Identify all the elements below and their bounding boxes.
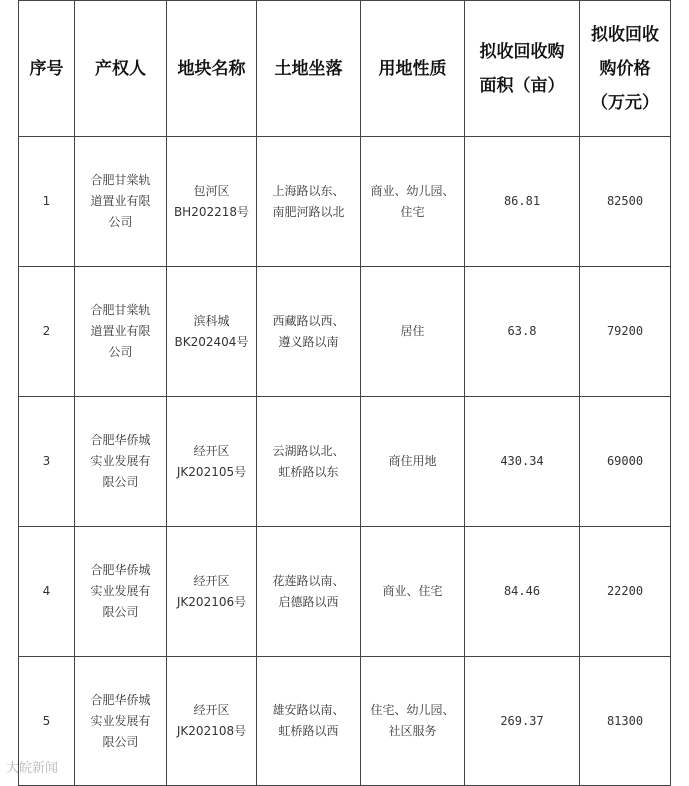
header-row <box>19 1 671 137</box>
cell-parcel: 经开区 JK202108号 <box>167 657 257 786</box>
cell-no: 1 <box>19 137 75 267</box>
cell-no: 4 <box>19 527 75 657</box>
cell-parcel: 滨科城 BK202404号 <box>167 267 257 397</box>
header-land-use: 用地性质 <box>361 1 465 137</box>
cell-price: 79200 <box>580 267 671 397</box>
cell-location: 云湖路以北、 虹桥路以东 <box>257 397 361 527</box>
land-buyback-table <box>18 0 671 786</box>
cell-parcel: 经开区 JK202105号 <box>167 397 257 527</box>
header-area: 拟收回收购 面积（亩） <box>465 1 580 137</box>
cell-parcel: 包河区 BH202218号 <box>167 137 257 267</box>
header-price: 拟收回收 购价格 （万元） <box>580 1 671 137</box>
cell-price: 22200 <box>580 527 671 657</box>
cell-land-use: 商住用地 <box>361 397 465 527</box>
cell-no: 3 <box>19 397 75 527</box>
cell-land-use: 商业、幼儿园、 住宅 <box>361 137 465 267</box>
cell-location: 上海路以东、 南肥河路以北 <box>257 137 361 267</box>
header-parcel: 地块名称 <box>167 1 257 137</box>
cell-price: 69000 <box>580 397 671 527</box>
cell-area: 269.37 <box>465 657 580 786</box>
cell-price: 81300 <box>580 657 671 786</box>
cell-area: 86.81 <box>465 137 580 267</box>
cell-location: 花莲路以南、 启德路以西 <box>257 527 361 657</box>
table-row <box>19 397 671 527</box>
cell-owner: 合肥甘棠轨 道置业有限 公司 <box>75 137 167 267</box>
cell-no: 5 <box>19 657 75 786</box>
cell-area: 430.34 <box>465 397 580 527</box>
cell-owner: 合肥华侨城 实业发展有 限公司 <box>75 657 167 786</box>
cell-land-use: 商业、住宅 <box>361 527 465 657</box>
cell-price: 82500 <box>580 137 671 267</box>
cell-owner: 合肥华侨城 实业发展有 限公司 <box>75 527 167 657</box>
cell-land-use: 居住 <box>361 267 465 397</box>
cell-location: 西藏路以西、 遵义路以南 <box>257 267 361 397</box>
table-row <box>19 657 671 786</box>
table-row <box>19 267 671 397</box>
cell-owner: 合肥甘棠轨 道置业有限 公司 <box>75 267 167 397</box>
header-location: 土地坐落 <box>257 1 361 137</box>
table-row <box>19 527 671 657</box>
cell-area: 84.46 <box>465 527 580 657</box>
header-no: 序号 <box>19 1 75 137</box>
cell-no: 2 <box>19 267 75 397</box>
watermark: 大皖新闻 <box>6 761 59 776</box>
cell-parcel: 经开区 JK202106号 <box>167 527 257 657</box>
cell-area: 63.8 <box>465 267 580 397</box>
cell-land-use: 住宅、幼儿园、 社区服务 <box>361 657 465 786</box>
cell-owner: 合肥华侨城 实业发展有 限公司 <box>75 397 167 527</box>
cell-location: 雄安路以南、 虹桥路以西 <box>257 657 361 786</box>
table-row <box>19 137 671 267</box>
header-owner: 产权人 <box>75 1 167 137</box>
